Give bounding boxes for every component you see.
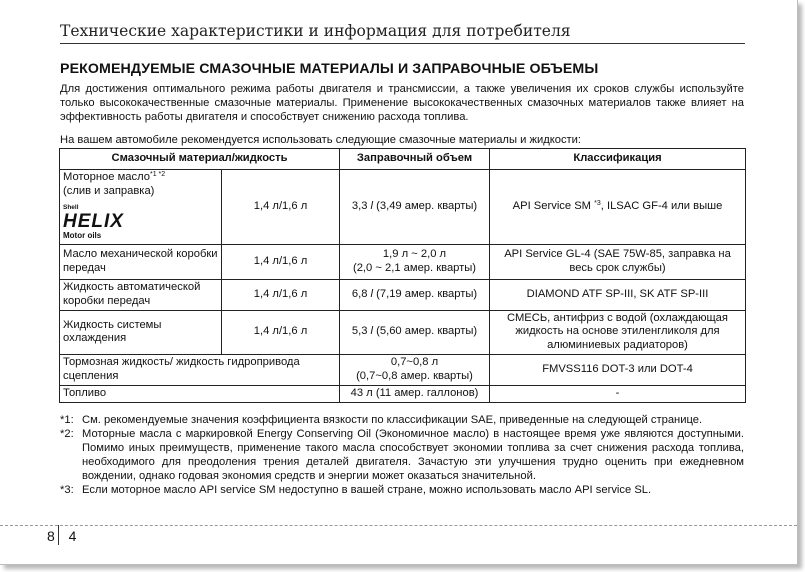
lead-text: На вашем автомобиле рекомендуется использовать следующие смазочные материалы и жидкости:	[60, 134, 582, 146]
table-row	[60, 244, 746, 279]
footnote-2	[60, 427, 744, 483]
logo-name: HELIX	[63, 211, 124, 232]
header-capacity: Заправочный объем	[340, 149, 490, 170]
capacity-unit: l	[370, 287, 374, 300]
intro-paragraph: Для достижения оптимального режима работы двигателя и трансмиссии, а также увеличения их сроков службы используйте только высококачественные смазочные материалы. Применение высококачественных смазочных материалов также влияет на эффективность работы двигателя и способствует снижению расхода топлива.	[60, 83, 744, 123]
footnote-mark: *2:	[60, 428, 74, 440]
class-text: API Service SM	[512, 200, 595, 212]
cell-manual-gearbox-class: API Service GL-4 (SAE 75W-85, заправка на весь срок службы)	[490, 244, 746, 279]
table-row	[60, 279, 746, 310]
logo-brand: Shell	[63, 204, 79, 211]
logo-sub: Motor oils	[63, 231, 102, 240]
engine-oil-label-line2: (слив и заправка)	[63, 184, 155, 197]
cell-engine-oil-engine: 1,4 л/1,6 л	[222, 170, 340, 245]
table-row	[60, 354, 746, 385]
footnote-3	[60, 483, 744, 497]
capacity-value: 5,3	[351, 325, 371, 338]
page-number	[47, 528, 76, 544]
footnote-text: Если моторное масло API service SM недоступно в вашей стране, можно использовать масло API service SL.	[82, 484, 652, 496]
lubricants-table	[59, 148, 746, 403]
cell-manual-gearbox-oil: Масло механической коробки передач	[60, 244, 222, 279]
cell-fuel-capacity: 43 л (11 амер. галлонов)	[340, 385, 490, 402]
section-title: РЕКОМЕНДУЕМЫЕ СМАЗОЧНЫЕ МАТЕРИАЛЫ И ЗАПРАВОЧНЫЕ ОБЪЕМЫ	[60, 61, 599, 77]
cell-fuel-class: -	[490, 385, 746, 402]
capacity-unit: l	[370, 200, 374, 212]
cell-atf-class: DIAMOND ATF SP-III, SK ATF SP-III	[490, 279, 746, 310]
capacity-quarts: (7,19 амер. кварты)	[373, 287, 478, 300]
table-row	[60, 310, 746, 354]
capacity-value: 6,8	[351, 287, 371, 300]
footnote-1	[60, 413, 744, 427]
page-section: 8	[47, 528, 55, 544]
footnote-mark: *1:	[60, 414, 74, 426]
footnote-text: См. рекомендуемые значения коэффициента вязкости по классификации SAE, приведенные на следующей странице.	[82, 414, 703, 426]
page-number-separator	[58, 525, 59, 545]
footnote-mark: *3:	[60, 484, 74, 496]
cell-engine-oil-capacity	[340, 170, 490, 245]
capacity-line1: 1,9 л ~ 2,0 л	[382, 248, 447, 260]
capacity-unit: l	[370, 325, 374, 338]
capacity-line2: (0,7~0,8 амер. кварты)	[356, 369, 473, 382]
cell-atf: Жидкость автоматической коробки передач	[60, 279, 222, 310]
capacity-quarts: (5,60 амер. кварты)	[373, 325, 478, 338]
cell-atf-capacity	[340, 279, 490, 310]
table-row	[60, 170, 746, 245]
table-row	[60, 385, 746, 402]
cell-brake-fluid: Тормозная жидкость/ жидкость гидропривода сцепления	[60, 354, 340, 385]
cell-manual-gearbox-capacity	[340, 244, 490, 279]
footnote-text: Моторные масла с маркировкой Energy Conserving Oil (Экономичное масло) в настоящее время уже являются доступными. Помимо иных преимуществ, применение такого масла способствует экономии топлива за счет снижения расхода топлива, необходимого для преодоления трения деталей двигателя. Зачастую эти улучшения трудно оценить при ежедневном вождении, однако годовая экономия средств и энергии может оказаться значительной.	[82, 428, 744, 482]
footer-rule	[0, 525, 797, 526]
capacity-value: 3,3	[351, 200, 371, 212]
cell-fuel: Топливо	[60, 385, 340, 402]
capacity-line1: 0,7~0,8 л	[390, 356, 439, 368]
cell-coolant-class: СМЕСЬ, антифриз с водой (охлаждающая жидкость на основе этиленгликоля для алюминиевых радиаторов)	[490, 310, 746, 354]
header-classification: Классификация	[490, 149, 746, 170]
cell-manual-gearbox-engine: 1,4 л/1,6 л	[222, 244, 340, 279]
footnotes	[60, 413, 744, 497]
running-title: Технические характеристики и информация для потребителя	[60, 22, 571, 40]
engine-oil-footnote-ref: *1 *2	[149, 171, 166, 178]
class-text-rest: , ILSAC GF-4 или выше	[600, 200, 723, 212]
cell-brake-fluid-capacity	[340, 354, 490, 385]
cell-atf-engine: 1,4 л/1,6 л	[222, 279, 340, 310]
header-material: Смазочный материал/жидкость	[60, 149, 340, 170]
page-index: 4	[68, 528, 77, 544]
table-header-row	[60, 149, 746, 170]
engine-oil-label: Моторное масло	[63, 171, 150, 183]
header-rule	[60, 43, 745, 44]
cell-engine-oil-class	[490, 170, 746, 245]
cell-engine-oil	[60, 170, 222, 245]
cell-coolant: Жидкость системы охлаждения	[60, 310, 222, 354]
shell-helix-logo	[63, 201, 124, 241]
cell-brake-fluid-class: FMVSS116 DOT-3 или DOT-4	[490, 354, 746, 385]
cell-coolant-engine: 1,4 л/1,6 л	[222, 310, 340, 354]
class-footnote-ref: *3	[594, 200, 601, 207]
capacity-line2: (2,0 ~ 2,1 амер. кварты)	[352, 261, 477, 274]
capacity-quarts: (3,49 амер. кварты)	[373, 200, 478, 212]
cell-coolant-capacity	[340, 310, 490, 354]
